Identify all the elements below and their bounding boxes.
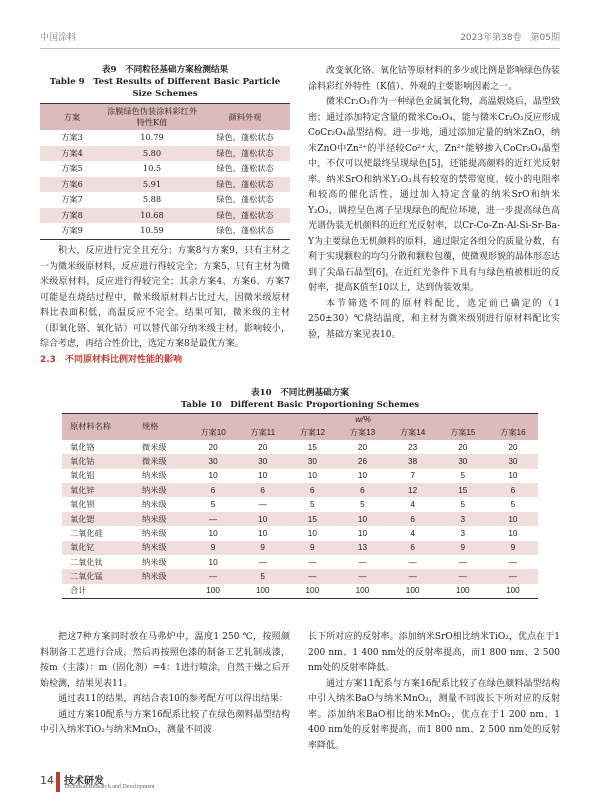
table10-cell-value: — [188,512,238,526]
table10-cell-spec: 纳米级 [134,555,188,569]
section-heading: 2.3 不同原材料比例对性能的影响 [40,354,182,365]
table10-cell-value: — [337,569,387,583]
table9-cell-look: 绿色，蓬松状态 [200,223,290,239]
table10-header-scheme: 方案12 [287,426,337,440]
table-row [62,469,538,483]
table-row [62,440,538,454]
table10-cell-spec: 纳米级 [134,526,188,540]
table9-cell-k: 10.59 [104,223,200,239]
table10-cell-value: 5 [238,569,287,583]
table9-cell-scheme: 方案5 [40,161,104,177]
table10-cell-value: 6 [388,512,438,526]
table-row [62,526,538,540]
footer-section-subtitle: Technical Research and Development [64,784,155,790]
table9-cell-k: 10.68 [104,208,200,224]
table9-cell-look: 绿色，蓬松状态 [200,146,290,162]
table10-cell-value: 4 [388,526,438,540]
table10-cell-value: — [238,497,287,511]
table9-cell-look: 绿色，蓬松状态 [200,192,290,208]
table10-cell-value: 10 [188,469,238,483]
table10-cell-value: 10 [188,526,238,540]
table10-header-unit: w/% [188,414,538,426]
table9-cell-scheme: 方案3 [40,130,104,146]
table10-cell-value: 100 [287,584,337,598]
table-row [40,208,290,224]
table10-cell-value: 30 [287,454,337,468]
header-rule [40,48,560,49]
table10-cell-value: 100 [337,584,387,598]
table10-cell-value: 10 [337,469,387,483]
table10-cell-value: 10 [488,512,538,526]
table10-cell-value: 10 [337,526,387,540]
table10-cell-value: 6 [337,483,387,497]
table9-cell-scheme: 方案8 [40,208,104,224]
table10-cell-value: 12 [388,483,438,497]
table9-cell-scheme: 方案7 [40,192,104,208]
table10-cell-value: — [188,569,238,583]
table9-header-scheme: 方案 [40,104,104,131]
table10-cell-value: 4 [388,497,438,511]
table10-header-scheme: 方案15 [438,426,488,440]
paragraph: 通过表11的结果，再结合表10的参考配方可以得出结果： [58,694,288,704]
journal-name: 中国涂料 [40,33,77,43]
table-row [62,569,538,583]
table10-cell-value: 15 [438,483,488,497]
paragraph: 长下所对应的反射率。添加纳米SrO相比纳米TiO₂，优点在于1 200 nm、1 400 nm处的反射率提高，而1 800 nm、2 500 nm处的反射率降低。 [308,632,560,673]
table10-cell-value: 10 [238,526,287,540]
table10-cell-value: 20 [337,440,387,454]
table-row [62,555,538,569]
table10-cell-value: 100 [188,584,238,598]
table10-block [62,387,538,599]
table10-header-name: 原材料名称 [62,414,134,440]
table10-cell-name: 氧化钇 [62,541,134,555]
table9-cell-k: 5.88 [104,192,200,208]
paragraph: 微米Cr₂O₃作为一种绿色金属氧化物，高温煅烧后，晶型致密；通过添加特定含量的微米Co₃O₄，能与微米Cr₂O₃反应形成CoCr₂O₄晶型结构。进一步地，通过添加定量的纳米ZnO，纳米ZnO中Zn²⁺的半径较Co²⁺大，Zn²⁺能够掺入CoCr₂O₄晶型中，不仅可以使最终呈现绿色[5]，还能提高颜料的近红光反射率。纳米SrO和纳米Y₂O₃具有较宽的禁带宽度、较小的电阻率和较高的催化活性，通过加入特定含量的纳米SrO和纳米Y₂O₃，调控呈色离子呈现绿色的配位环境，进一步提高绿色高光谱伪装无机颜料的近红光反射率，以Cr-Co-Zn-Al-Si-Sr-Ba-Y为主要绿色无机颜料的原料，通过限定各组分的质量分数，有利于实现颗粒的均匀分散和颗粒包覆，使微观形貌的晶体形态达到了尖晶石晶型[6]，在近红光条件下具有与绿色植被相近的反射率，提高K值至10以上，达到伪装效果。 [308,97,561,293]
left-text [40,244,290,368]
table10-cell-value: 5 [287,497,337,511]
table10-header-scheme: 方案13 [337,426,387,440]
table10-cell-spec: 纳米级 [134,497,188,511]
table10-cell-spec: 纳米级 [134,512,188,526]
table10-cell-value: 100 [488,584,538,598]
table10-cell-value: 100 [438,584,488,598]
table10-cell-spec: 微米级 [134,454,188,468]
table10-cell-value: 10 [337,512,387,526]
table10-cell-value: 5 [438,469,488,483]
table-row [62,584,538,598]
footer-accent-bar [56,772,60,792]
table10-cell-value: 23 [388,440,438,454]
table10-cell-value: 6 [188,483,238,497]
table10-cell-value: 6 [238,483,287,497]
table9-cell-k: 10.5 [104,161,200,177]
table10-cell-value: 15 [287,440,337,454]
table10-cell-name: 氧化锶 [62,512,134,526]
table9-cell-look: 绿色，蓬松状态 [200,130,290,146]
table10-cell-value: 9 [188,541,238,555]
table10-cell-value: 20 [188,440,238,454]
table10-cell-name: 氧化钴 [62,454,134,468]
table10-cell-spec [134,584,188,598]
bottom-right-text [308,630,560,754]
table10-cell-value: 6 [488,483,538,497]
table-row [62,454,538,468]
table10-cell-value: — [488,555,538,569]
table10-cell-value: 13 [337,541,387,555]
table10-cell-spec: 微米级 [134,440,188,454]
table10-cell-value: 5 [438,497,488,511]
table10-cell-name: 氧化锌 [62,483,134,497]
table10-cell-value: 38 [388,454,438,468]
table9-body [40,130,290,239]
table10-body [62,440,538,598]
table10-cell-value: 100 [388,584,438,598]
table9-cell-k: 5.80 [104,146,200,162]
table10-cell-value: 10 [488,469,538,483]
table10-cell-value: 9 [488,541,538,555]
table10-header-scheme: 方案14 [388,426,438,440]
table10-cell-value: 20 [238,440,287,454]
table9-title-en: Table 9 Test Results of Different Basic Particle Size Schemes [49,77,281,99]
table10-cell-value: 30 [188,454,238,468]
table10-cell-value: — [488,569,538,583]
table-row [40,161,290,177]
table10-cell-value: — [388,555,438,569]
table10-cell-value: 3 [438,512,488,526]
table10-cell-value: — [337,555,387,569]
paragraph: 通过方案10配系与方案16配系比较了在绿色颜料晶型结构中引入纳米TiO₂与纳米MnO₂，测量不同波 [40,709,290,735]
table-row [62,497,538,511]
table10-header-scheme: 方案16 [488,426,538,440]
table-row [62,541,538,555]
table10-header-scheme: 方案11 [238,426,287,440]
table10-cell-value: 9 [238,541,287,555]
table10-cell-value: — [238,555,287,569]
table10-cell-value: — [287,555,337,569]
table-row [62,512,538,526]
table-row [40,223,290,239]
table10-cell-name: 氧化铝 [62,469,134,483]
table10-cell-name: 二氧化硅 [62,526,134,540]
table10-cell-spec: 纳米级 [134,569,188,583]
table10-cell-value: 30 [438,454,488,468]
table10-cell-value: 5 [188,497,238,511]
table10-cell-value: 6 [388,541,438,555]
table10-cell-value: — [388,569,438,583]
table10-cell-value: 6 [287,483,337,497]
table10-cell-value: 30 [238,454,287,468]
table10-cell-value: 10 [238,469,287,483]
table9-header-k: 涂膜绿色伪装涂料彩红外特性K值 [104,104,200,131]
table10-title-en: Table 10 Different Basic Proportioning Schemes [180,400,420,410]
table10-cell-value: 10 [238,512,287,526]
table10-cell-value: — [287,569,337,583]
table10-cell-value: 20 [488,440,538,454]
table10-cell-spec: 纳米级 [134,469,188,483]
table9-cell-scheme: 方案6 [40,177,104,193]
footer-section-title: 技术研发 [64,776,104,787]
table9-header-look: 颜料外观 [200,104,290,131]
table10-cell-name: 二氧化锰 [62,569,134,583]
table10-cell-value: 10 [287,526,337,540]
table10-title-cn: 表10 不同比例基础方案 [251,388,349,398]
page-number: 14 [40,774,54,787]
right-text [308,64,560,343]
table10-cell-value: — [438,569,488,583]
table10-cell-value: 7 [388,469,438,483]
table9-cell-look: 绿色，蓬松状态 [200,208,290,224]
table9-title-cn: 表9 不同粒径基础方案检测结果 [101,65,229,75]
table10-cell-value: 10 [287,469,337,483]
table9 [40,103,290,240]
table-row [40,130,290,146]
table9-cell-k: 10.79 [104,130,200,146]
table9-cell-scheme: 方案4 [40,146,104,162]
paragraph: 本节筛选不同的原材料配比，选定前已确定的（1 250±30）℃烧结温度，和主材为微米级别进行原材料配比实验，基础方案见表10。 [308,298,560,340]
table10-cell-name: 氧化铬 [62,440,134,454]
paragraph: 改变氧化铬、氧化钴等原材料的多少或比例是影响绿色伪装涂料彩红外特性（K值）、外观的主要影响因素之一。 [308,66,561,92]
bottom-left-text [40,630,290,739]
table10-cell-value: — [438,555,488,569]
table10-cell-name: 二氧化钛 [62,555,134,569]
table9-block [40,64,290,240]
issue-info: 2023年第38卷 第05期 [460,33,560,43]
table-row [40,146,290,162]
table9-cell-look: 绿色，蓬松状态 [200,177,290,193]
paragraph: 把这7种方案同时放在马弗炉中，温度1 250 ℃，按照颜料制备工艺进行合成，然后再按照色漆的制备工艺轧制成漆，按m（主漆）：m（固化剂）=4：1进行喷涂，自然干燥之后开始检测，结果见表11。 [40,632,290,689]
table10-cell-value: 100 [238,584,287,598]
table-row [40,192,290,208]
table-row [62,483,538,497]
table10-cell-value: 26 [337,454,387,468]
table10-cell-name: 合计 [62,584,134,598]
table10-cell-value: 9 [438,541,488,555]
table10-cell-value: 5 [488,497,538,511]
running-header [40,30,560,44]
table10-cell-value: 15 [287,512,337,526]
table10 [62,413,538,599]
table10-cell-value: 5 [337,497,387,511]
table9-cell-scheme: 方案9 [40,223,104,239]
table10-cell-value: 3 [438,526,488,540]
table10-cell-value: 30 [488,454,538,468]
table9-cell-k: 5.91 [104,177,200,193]
table10-header-spec: 规格 [134,414,188,440]
table9-cell-look: 绿色，蓬松状态 [200,161,290,177]
table10-cell-value: 10 [488,526,538,540]
table10-cell-spec: 纳米级 [134,483,188,497]
table10-cell-value: 9 [287,541,337,555]
table10-header-scheme: 方案10 [188,426,238,440]
paragraph: 通过方案11配系与方案16配系比较了在绿色颜料晶型结构中引入纳米BaO与纳米MnO₂，测量不同波长下所对应的反射率。添加纳米BaO相比纳米MnO₂，优点在于1 200 nm、1 400 nm处的反射率提高，而1 800 nm、2 500 nm处的反射率降低。 [308,678,560,751]
table10-cell-value: 20 [438,440,488,454]
table10-cell-name: 氧化钡 [62,497,134,511]
table10-cell-value: 10 [188,555,238,569]
paragraph: 积大，反应进行完全且充分；方案8与方案9，只有主材之一为微米级原材料，反应进行得较完全；方案5，只有主材为微米级原材料，反应进行得较完全；其余方案4、方案6、方案7可能是在烧结过程中，微米级原材料占比过大，因微米级原材料比表面积低，高温反应不完全。结果可知，微米级的主材（即氧化铬、氧化钴）可以替代部分纳米级主材，影响较小，综合考虑，再结合性价比，选定方案8是最优方案。 [40,246,290,349]
table-row [40,177,290,193]
table10-cell-spec: 纳米级 [134,541,188,555]
